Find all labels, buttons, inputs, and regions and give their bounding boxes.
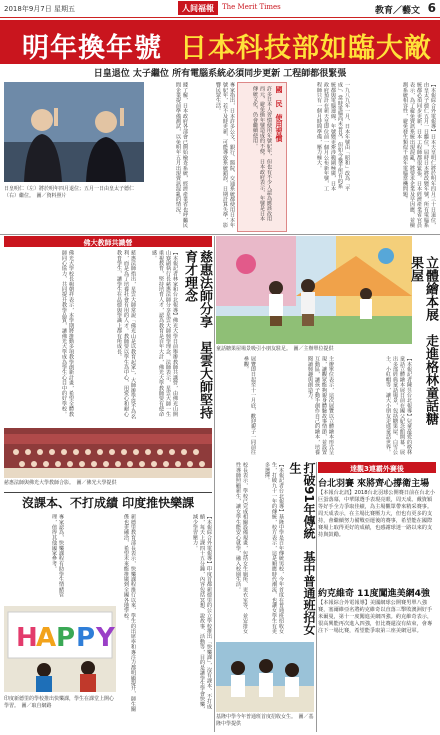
story7-headline: 沒課本、不打成績 印度推快樂課 [22, 496, 195, 510]
story3-column-1: 【本報記者陳昱台北報導】兒童最愛的格林童話立體繪本展日前在國父紀念館開幕，展出多部經典童話場景，包括糖果屋、白雪公主、小紅帽等，讓大小朋友走進童話世界。 [385, 356, 412, 455]
story6-headline: 約克維奇 11度闖進美網4強 [318, 589, 430, 599]
svg-text:Y: Y [96, 623, 115, 653]
story1-column-4: 據了解，日本政府各部會已開始檢查系統，經濟產業省也呼籲民間企業提前準備測試，以免明年五月出現資訊混亂的情況。 [175, 82, 188, 228]
school-girls-photo-art [216, 642, 314, 712]
story2-column-2: 慈惠法師指出，星雲大師常說「佛光山是以教育起家」，大師辦學從不為名利，而是為了培養社會有用的人才。教師要以學生為中心，用愛心和耐心教育學生，讓學生在品德與學識上都有所成長。 [116, 250, 136, 419]
svg-text:P: P [76, 623, 96, 653]
story4-column-1: 【本報記者台北報導】基隆中學是百年傳統男校，今年首度在普通班招收女生，打破九十一年的傳統，校方表示，這是順應時代潮流，也讓女學生有更多選擇。 [264, 462, 284, 634]
story2-headline: 慈惠法師分享 星雲大師堅持育才理念 [182, 250, 212, 419]
main-headline-banner [0, 20, 440, 64]
page-number: 6 [427, 1, 436, 15]
story7-column-1: 【本報綜合外電報導】印度首都新德里的公立學校推出「快樂課」，沒有課本、不打成績，每天上課四十五分鐘，內容包括冥想、說故事、活動等，目的是讓學生學會快樂，減少學習壓力。 [192, 514, 212, 712]
sidebar-title: 國 民 使用習慣 [275, 86, 283, 142]
issue-date: 2018年9月7日 星期五 [4, 5, 75, 13]
column-divider [316, 462, 317, 732]
exhibition-photo-art [216, 236, 412, 344]
divider [4, 492, 212, 493]
sidebar-text: 許多日本人習慣使用年號紀年，但也有不少人認為應該改用西元，避免換年號造成的不便。日本政府表示，年號是日本傳統文化，仍會繼續使用。 [252, 86, 272, 222]
teachers-group-photo-art [4, 428, 212, 478]
happy-class-photo-art [4, 606, 116, 692]
happy-class-photo [4, 606, 116, 692]
section-name: 教育／藝文 [374, 6, 420, 16]
story1-column-2: 一九八九年一月，日本年號由「昭和」改為「平成」，當時電腦尚未普及，但如今幾乎所有的系統都與電腦連線，年號變更牽涉範圍極廣，日本政府預計在新天皇即位前一個月公布新年號，工程師只有一個月時間準備，壓力極大。 [316, 82, 350, 192]
svg-text:P: P [56, 623, 76, 653]
emperor-photo-caption: 日皇明仁（左）將於明年四月退位；五月一日由皇太子德仁（右）繼位。 圖／資料照片 [4, 186, 135, 199]
headline-left: 明年換年號 [22, 33, 162, 64]
teachers-photo-caption: 慈惠法師與佛光大學教師合影。 圖／佛光大學提供 [4, 480, 117, 486]
divider [0, 234, 440, 235]
subheadline: 日皇退位 太子繼位 所有電腦系統必須同步更新 工程師都很緊張 [93, 69, 347, 79]
story3-headline: 立體繪本展 走進格林童話糖果屋 [408, 256, 438, 425]
emperor-photo [4, 82, 144, 182]
story4-headline: 打破91年傳統 基中普通班招女生 [288, 462, 316, 635]
story1-column-3: 專家指出，日本許多公文、銀行、醫院、交通系統都使用日本年號紀年，若不及時更新，可能導致系統錯誤、日期計算失準，影響民眾生活。 [215, 82, 235, 228]
story6-body: 【本報綜合外電報導】美國網球公開賽男單八強賽，塞爾維亞名將約克維奇以直落三擊敗澳洲好手米爾曼，第十一度闖進美網四強。約克維奇表示，很高興能再次進入四強，但比賽還沒有結束，會專注下一場比賽，希望能爭取第三座美網冠軍。 [318, 600, 433, 634]
teachers-group-photo [4, 428, 212, 478]
story3-column-2: 主辦單位表示，這次展覽以立體繪本形式呈現，讓觀眾能夠親身體驗故事情節，並設置互動區，讓孩子動手創作自己的繪本，培養閱讀興趣與創造力。 [307, 356, 334, 455]
story2-column-3: 佛光大學校長楊朝祥表示，本學期將推動多項教學創新計畫，希望全體教師同心協力，共同提升教學品質，讓佛光大學成為學生心目中的好學校。 [61, 250, 74, 417]
story5-headline: 台北羽賽 來將齊心撐衛主場 [318, 479, 430, 489]
story7-column-3: 專家認為，快樂課程有助學生情緒管理，值得其他國家參考。 [51, 514, 64, 598]
exhibition-photo [216, 236, 412, 344]
story4-column-2: 校長表示，學校已完成相關設備規畫，包括女生廁所、更衣室等，並安排女性導師照顧新生，讓女學生能安心就學，融入校園生活。 [235, 462, 248, 634]
school-photo-caption: 基隆中學今年普通班首度招收女生。 圖／基隆中學提供 [216, 714, 314, 727]
story1-column-1: 【本報綜合外電報導】日本天皇明仁將於明年四月三十日退位，由皇太子德仁五月一日繼位，屆時日本將改變年號，所有電腦系統都必須同步更新，日本工程師都很緊張。日本經濟產業省官員表示，為了避免資訊系統出現混亂，將要求企業及早因應，並檢測系統相容性，避免發生類似千禧年電腦當機問題。 [402, 82, 436, 228]
story7-column-2: 新德里教育部長表示，快樂課程推行以來，學生的出席率和專注力都明顯提升，師生關係也更融洽，希望未來能推廣到全國各地學校。 [123, 514, 136, 712]
newspaper-english-name: The Merit Times [222, 3, 281, 11]
page-header [0, 0, 440, 18]
story3-column-3: 展覽即日起至十一月底，歡迎親子一同前往參觀。 [243, 356, 256, 455]
school-girls-photo [216, 642, 314, 712]
headline-right: 日本科技部如臨大敵 [180, 33, 432, 64]
emperor-photo-art [4, 82, 144, 182]
story5-body: 【本報台北訊】2018台北羽球公開賽日前在台北小巨蛋落幕，中華隊選手表現亮眼，周天成、戴資穎等好手全力爭取佳績，為主場觀眾帶來精采賽事。周天成表示，在主場比賽壓力大，但也有更多的支持，會繼續努力備戰亞運後的賽事，希望能在國際賽場上取得更好的成績，也感謝球迷一路以來的支持與鼓勵。 [318, 490, 435, 538]
svg-text:H: H [16, 623, 38, 653]
story2-column-1: 【本報記者林家和台北報導】佛光大學日前舉辦教師共識營，由佛光山開山寮副執行長慈惠法師分享星雲大師興學理念，法師表示，星雲大師一生重視教育，堅持培育人才，認為教育是百年大計，佛光大學教師要有使命感。 [151, 250, 178, 417]
story5-section-bar: 達觀3連霸外賽後 [318, 462, 436, 473]
story2-section-bar: 佛大教師共識營 [4, 236, 212, 247]
svg-text:A: A [36, 623, 57, 653]
column-divider [214, 236, 215, 732]
exhibition-photo-caption: 童話糖果屋場景吸引小朋友駐足。 圖／主辦單位提供 [216, 346, 334, 352]
newspaper-logo: 人间福報 [178, 1, 218, 15]
happy-class-caption: 印度新德里的學校推出快樂課，學生在課堂上開心學習。 圖／取自網路 [4, 696, 115, 709]
